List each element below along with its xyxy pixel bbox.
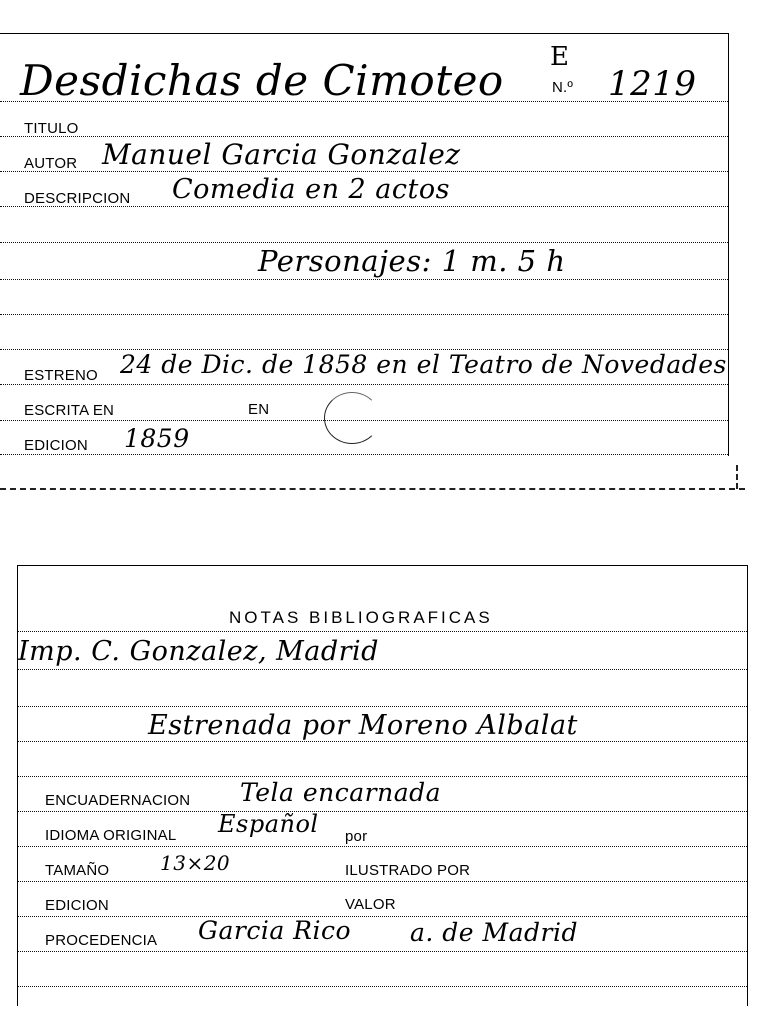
ruled-line (18, 986, 747, 987)
card-edge-mark (736, 465, 740, 489)
ruled-line (0, 171, 728, 172)
card-bottom-edge (0, 488, 745, 490)
estreno-label: ESTRENO (24, 367, 98, 384)
ruled-line (0, 279, 728, 280)
work-title: Desdichas de Cimoteo (20, 56, 504, 105)
procedencia-value: Garcia Rico (198, 916, 352, 945)
por-label: por (345, 828, 368, 845)
ruled-line (18, 811, 747, 812)
ruled-line (18, 916, 747, 917)
encuadernacion-label: ENCUADERNACION (45, 792, 191, 809)
escrita-en-label: ESCRITA EN (24, 402, 115, 419)
number-label: N.º (552, 79, 574, 96)
ruled-line (0, 384, 728, 385)
procedencia-extra: a. de Madrid (410, 918, 578, 947)
catalog-card-bottom (17, 565, 748, 1006)
encuadernacion-value: Tela encarnada (240, 778, 442, 807)
notas-heading: NOTAS BIBLIOGRAFICAS (229, 608, 493, 627)
ruled-line (18, 846, 747, 847)
idioma-original-label: IDIOMA ORIGINAL (45, 827, 177, 844)
tamano-value: 13×20 (160, 851, 231, 875)
ruled-line (0, 136, 728, 137)
descripcion-value: Comedia en 2 actos (172, 174, 450, 205)
ruled-line (18, 776, 747, 777)
en-label: EN (248, 401, 270, 418)
ruled-line (18, 951, 747, 952)
catalog-card-top (0, 33, 729, 456)
note-premiere: Estrenada por Moreno Albalat (148, 710, 578, 741)
autor-label: AUTOR (24, 155, 78, 172)
ruled-line (0, 242, 728, 243)
edicion-label: EDICION (24, 437, 88, 454)
ruled-line (18, 741, 747, 742)
ruled-line (18, 669, 747, 670)
ruled-line (0, 314, 728, 315)
descripcion-label: DESCRIPCION (24, 190, 131, 207)
catalog-number: 1219 (608, 64, 697, 104)
edicion-value: 1859 (124, 424, 190, 453)
ruled-line (18, 881, 747, 882)
category-letter: E (550, 42, 570, 72)
punch-hole-icon (324, 392, 380, 444)
idioma-value: Español (218, 810, 319, 838)
estreno-value: 24 de Dic. de 1858 en el Teatro de Novedades (120, 350, 727, 379)
ruled-line (18, 706, 747, 707)
autor-value: Manuel Garcia Gonzalez (102, 138, 461, 171)
ilustrado-por-label: ILUSTRADO POR (345, 862, 471, 879)
tamano-label: TAMAÑO (45, 862, 110, 879)
ruled-line (0, 454, 728, 455)
titulo-label: TITULO (24, 120, 79, 137)
procedencia-label: PROCEDENCIA (45, 932, 158, 949)
valor-label: VALOR (345, 896, 396, 913)
ruled-line (18, 631, 747, 632)
note-imprint: Imp. C. Gonzalez, Madrid (18, 636, 379, 667)
edicion-label: EDICION (45, 897, 109, 914)
personajes-note: Personajes: 1 m. 5 h (258, 244, 566, 278)
